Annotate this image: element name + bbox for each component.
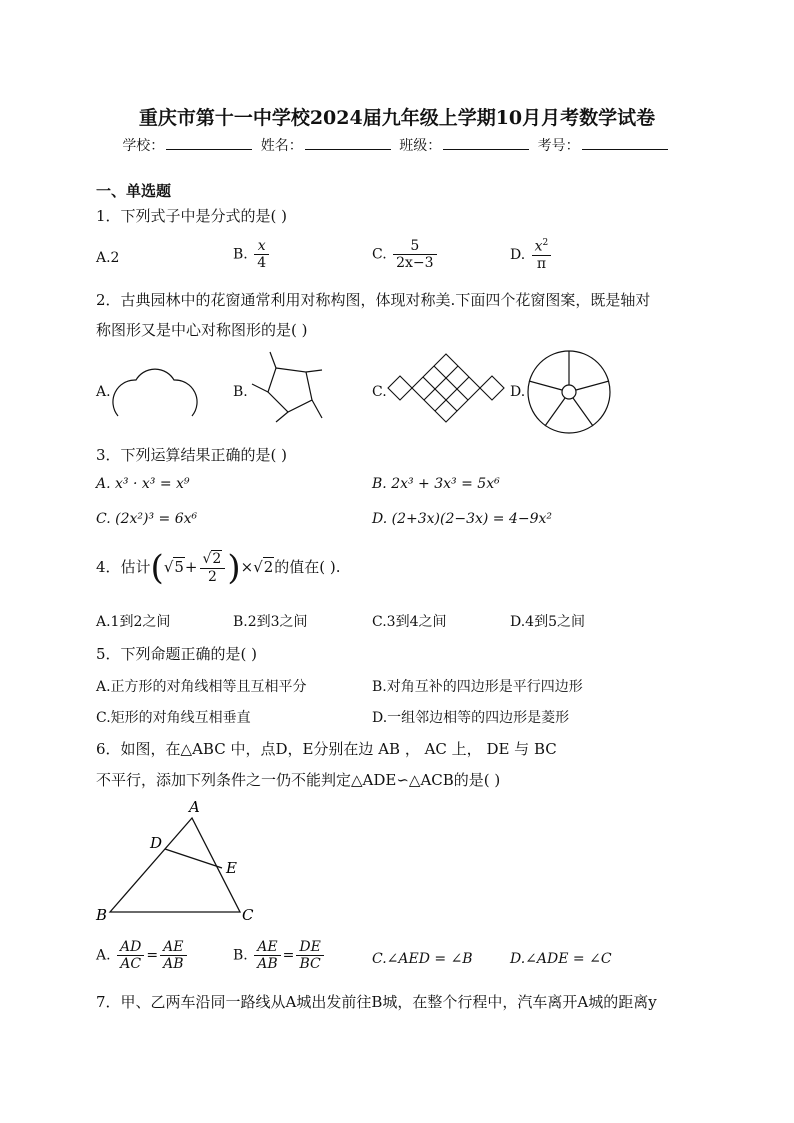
q5-option-c: C.矩形的对角线互相垂直 [96, 710, 251, 726]
q5-option-d: D.一组邻边相等的四边形是菱形 [372, 710, 570, 726]
q6-option-c: C.∠AED = ∠B [372, 951, 473, 967]
name-blank[interactable] [305, 137, 391, 150]
q4-left-paren: ( [150, 548, 164, 588]
q4-prefix: 4．估计 [96, 558, 151, 576]
q2-stem-line1: 2．古典园林中的花窗通常利用对称构图，体现对称美.下面四个花窗图案，既是轴对 [96, 291, 651, 309]
q4-option-d: D.4到5之间 [510, 614, 585, 630]
q2-option-d: D. [510, 384, 526, 400]
q6-stem-line2: 不平行，添加下列条件之一仍不能判定△ADE∽△ACB的是( ) [96, 771, 501, 789]
q5-option-b: B.对角互补的四边形是平行四边形 [372, 679, 583, 695]
q1-option-d-label: D. [510, 246, 526, 263]
q2-option-c: C. [372, 384, 387, 400]
q2-option-a: A. [96, 384, 111, 400]
q5-stem: 5．下列命题正确的是( ) [96, 645, 258, 663]
q4-sqrt2: 2 [263, 558, 274, 576]
q4-option-a: A.1到2之间 [96, 614, 171, 630]
q4-sqrt5: √5 [163, 558, 184, 576]
q6-option-d: D.∠ADE = ∠C [510, 951, 612, 967]
school-blank[interactable] [166, 137, 252, 150]
q1-d-denominator: π [536, 255, 547, 272]
q2-stem-line2: 称图形又是中心对称图形的是( ) [96, 321, 308, 339]
number-blank[interactable] [582, 137, 668, 150]
vertex-label-b: B [96, 906, 108, 924]
q4-times: × [240, 558, 254, 576]
q6-option-a-label: A. [96, 947, 111, 964]
q4-option-c: C.3到4之间 [372, 614, 447, 630]
q2-figure-b-pinwheel [248, 350, 330, 432]
q3-option-a: A. x³ · x³ = x⁹ [96, 476, 190, 492]
q4-right-paren: ) [227, 548, 241, 588]
q3-option-b: B. 2x³ + 3x³ = 5x⁶ [372, 476, 500, 492]
section-heading: 一、单选题 [96, 182, 172, 200]
class-label: 班级： [399, 138, 442, 154]
q4-stem: 4．估计(√5+ $\frac{√2}{2}$ )×√2的值在( ). [96, 548, 341, 588]
q2-figure-c-lattice [386, 352, 506, 424]
q6-stem-line1: 6．如图，在△ABC 中，点D，E分别在边 AB ， AC 上， DE 与 BC [96, 740, 557, 758]
q1-c-denominator: 2x−3 [396, 255, 434, 272]
q5-option-a: A.正方形的对角线相等且互相平分 [96, 679, 307, 695]
class-blank[interactable] [443, 137, 529, 150]
q1-option-b [233, 238, 271, 271]
vertex-label-a: A [189, 798, 200, 816]
vertex-label-e: E [226, 859, 237, 877]
number-label: 考号： [537, 138, 580, 154]
q4-frac-denominator: 2 [207, 568, 217, 585]
q1-option-a: A.2 [96, 250, 120, 266]
q3-stem: 3．下列运算结果正确的是( ) [96, 446, 288, 464]
q1-option-b-label: B. [233, 246, 248, 263]
q1-b-denominator: 4 [257, 255, 267, 272]
q6-option-b: B. $\frac{AE}{AB}$ = $\frac{DE}{BC}$ [233, 939, 326, 972]
q1-stem: 1．下列式子中是分式的是( ) [96, 207, 288, 225]
q1-c-numerator: 5 [393, 238, 436, 255]
q2-figure-a-cloud [110, 356, 202, 420]
q4-sqrt5-radicand: 5 [174, 558, 184, 576]
q1-option-c [372, 238, 439, 271]
vertex-label-d: D [150, 834, 163, 852]
vertex-label-c: C [242, 906, 254, 924]
page-title: 重庆市第十一中学校2024届九年级上学期10月月考数学试卷 [138, 107, 656, 129]
q6-option-b-label: B. [233, 947, 248, 964]
school-label: 学校： [122, 138, 165, 154]
q1-b-numerator: x [254, 238, 269, 255]
student-info-line [0, 135, 794, 155]
q3-option-c: C. (2x²)³ = 6x⁶ [96, 511, 198, 527]
q6-triangle-figure [92, 796, 262, 926]
q4-option-b: B.2到3之间 [233, 614, 308, 630]
q1-option-c-label: C. [372, 246, 387, 263]
q1-d-numerator: x [534, 238, 543, 255]
q2-figure-d-flower [525, 349, 613, 435]
q7-stem: 7．甲、乙两车沿同一路线从A城出发前往B城，在整个行程中，汽车离开A城的距离y [96, 993, 657, 1011]
q3-option-d: D. (2+3x)(2−3x) = 4−9x² [372, 511, 553, 527]
q4-frac-numerator: √2 [200, 551, 226, 568]
q1-d-exponent: 2 [542, 238, 549, 248]
q2-option-b: B. [233, 384, 248, 400]
q1-option-d [510, 238, 553, 272]
q4-suffix: 的值在( ). [274, 558, 341, 576]
q6-option-a: A. $\frac{AD}{AC}$ = $\frac{AE}{AB}$ [96, 939, 189, 972]
name-label: 姓名： [260, 138, 303, 154]
